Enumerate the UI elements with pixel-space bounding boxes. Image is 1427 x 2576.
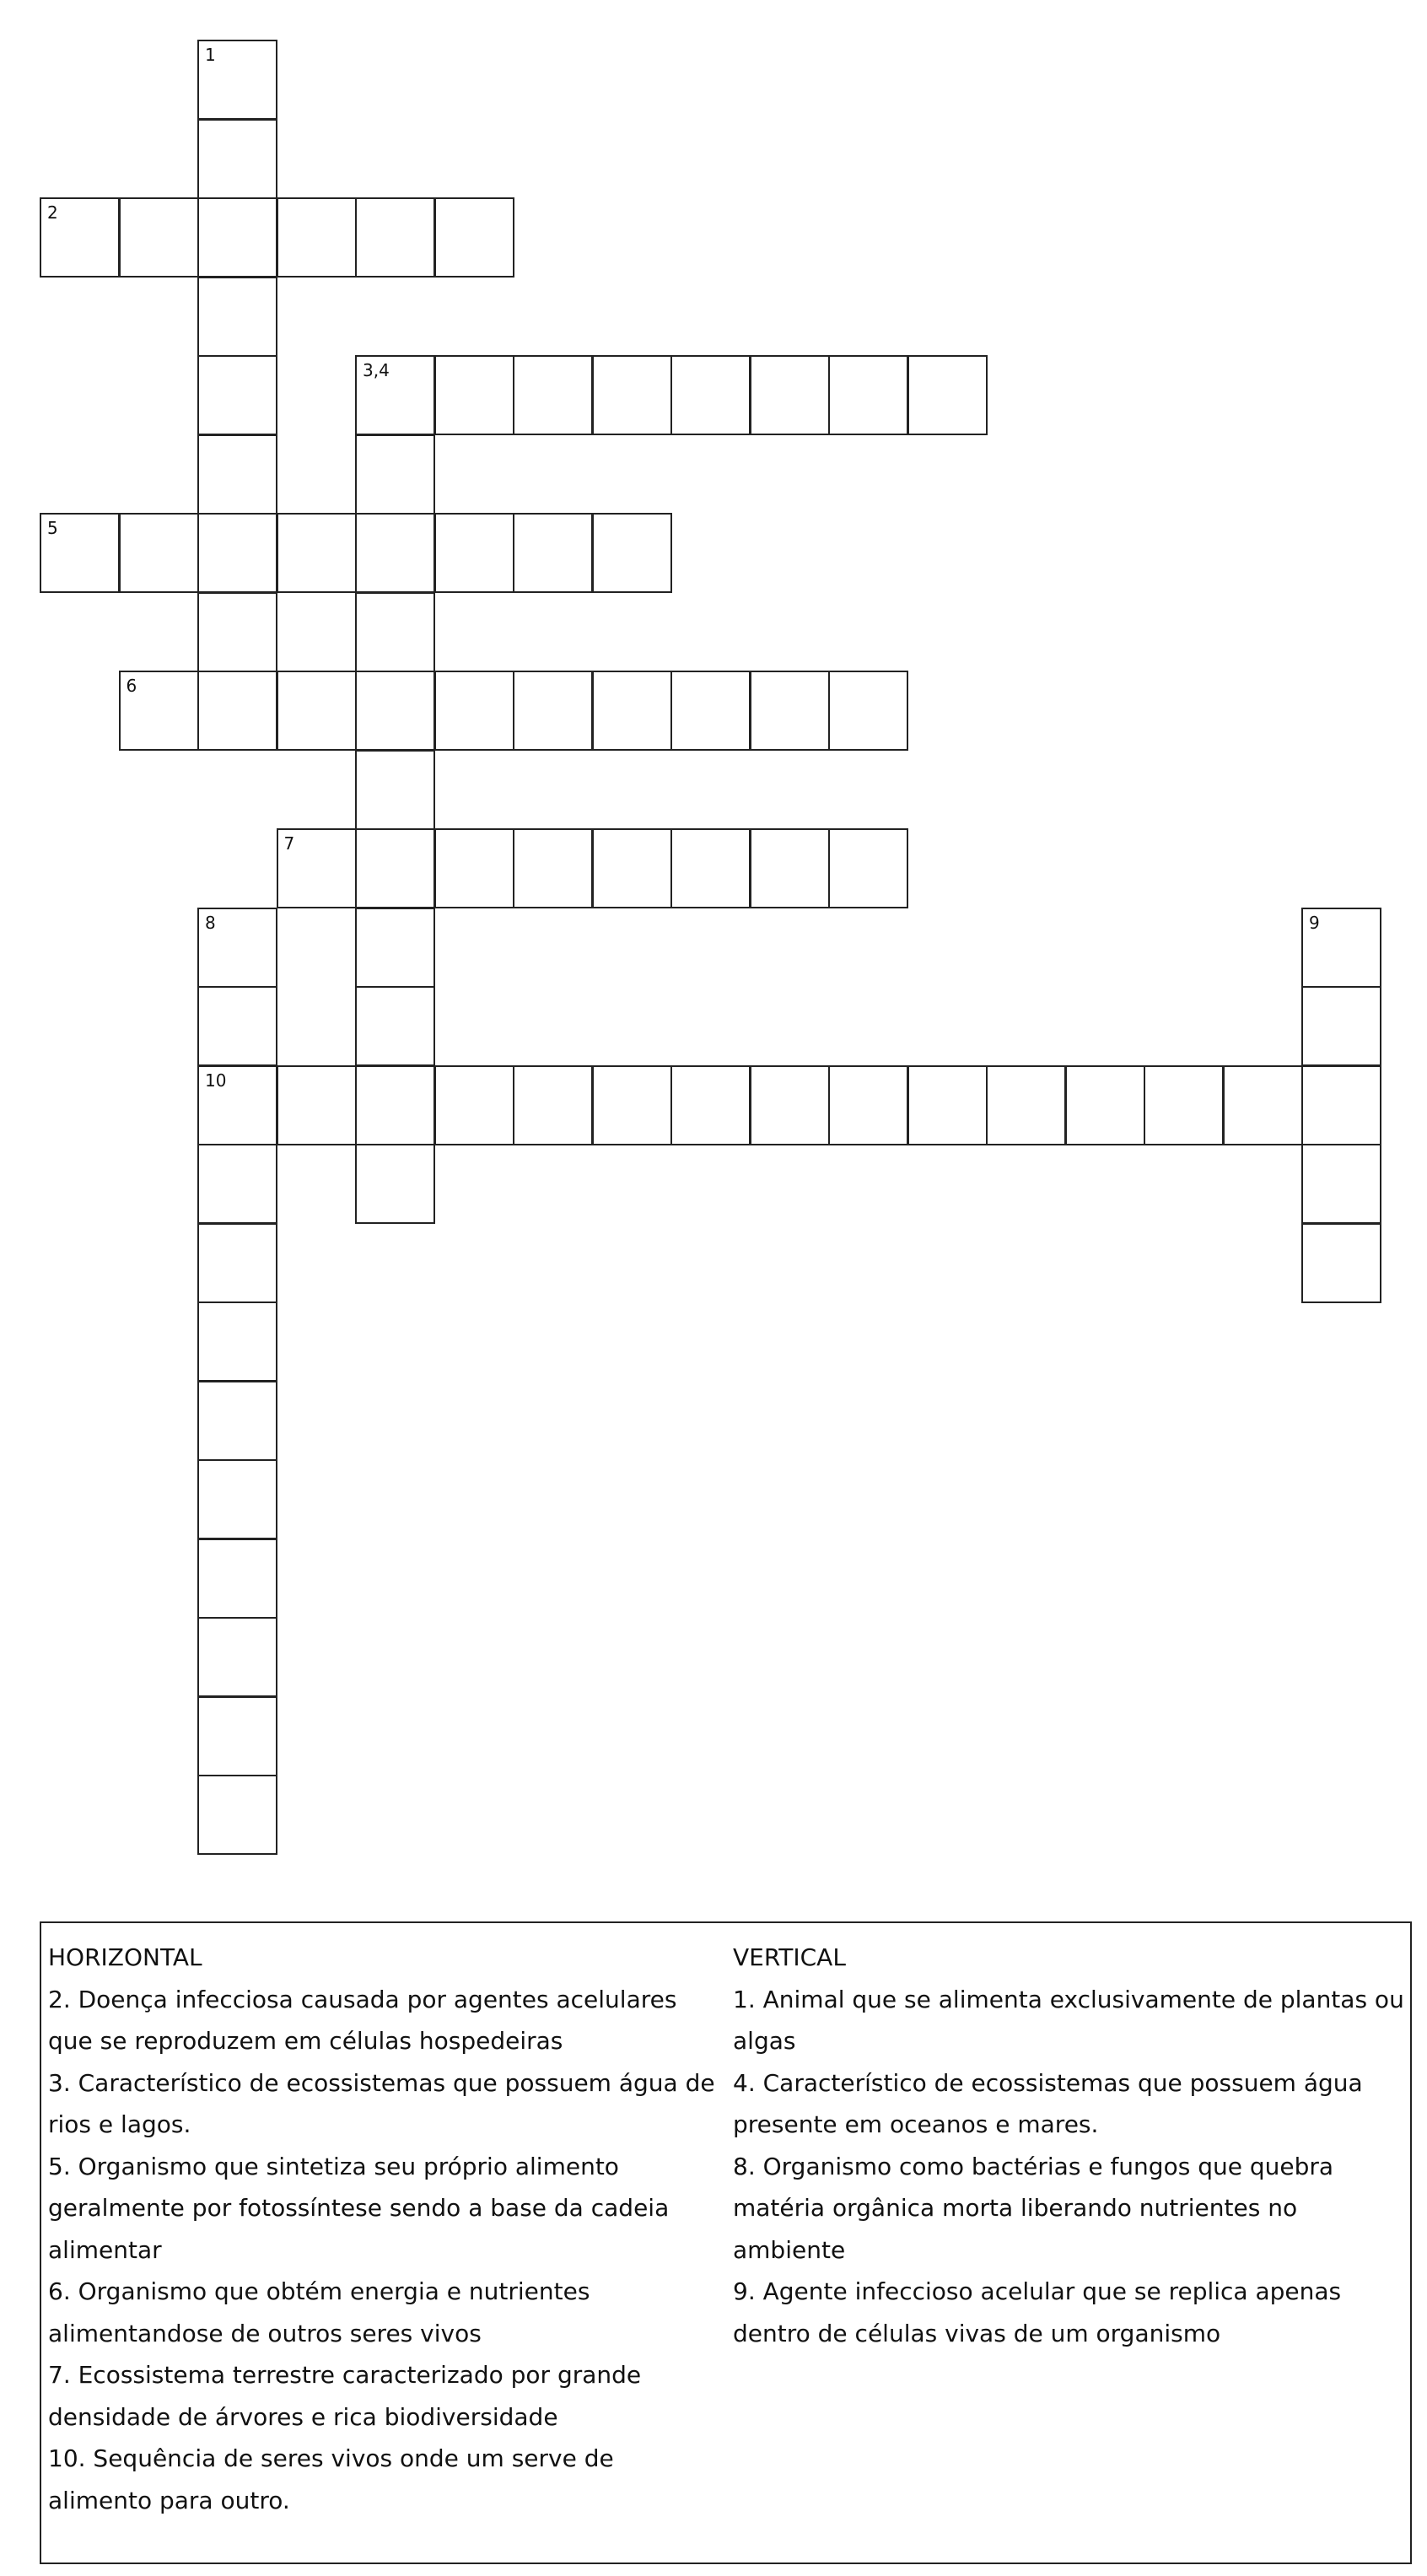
clue-box <box>40 1921 1412 2564</box>
clue-7-horizontal: 7. Ecossistema terrestre caracterizado por grande densidade de árvores e rica biodiversidade <box>48 2361 642 2431</box>
crossword-cell[interactable] <box>197 1459 277 1539</box>
crossword-cell[interactable] <box>750 1065 830 1145</box>
crossword-cell[interactable] <box>40 197 120 278</box>
clue-4-vertical: 4. Característico de ecossistemas que possuem água presente em oceanos e mares. <box>733 2068 1363 2138</box>
crossword-cell[interactable] <box>513 828 593 908</box>
vertical-clues <box>733 1937 1408 2354</box>
crossword-cell[interactable] <box>592 513 672 593</box>
crossword-cell[interactable] <box>907 1065 988 1145</box>
crossword-cell[interactable] <box>355 671 435 751</box>
crossword-cell[interactable] <box>513 513 593 593</box>
crossword-cell[interactable] <box>119 513 199 593</box>
crossword-cell[interactable] <box>197 119 277 199</box>
crossword-cell[interactable] <box>197 434 277 515</box>
clue-1-vertical: 1. Animal que se alimenta exclusivamente de plantas ou algas <box>733 1985 1404 2055</box>
crossword-cell[interactable] <box>828 671 908 751</box>
crossword-cell[interactable] <box>355 355 435 435</box>
crossword-cell[interactable] <box>355 1144 435 1224</box>
crossword-cell[interactable] <box>1301 908 1381 988</box>
crossword-cell[interactable] <box>277 828 357 908</box>
clue-2-horizontal: 2. Doença infecciosa causada por agentes acelulares que se reproduzem em células hospedeiras <box>48 1985 677 2055</box>
crossword-cell[interactable] <box>197 1381 277 1461</box>
crossword-cell[interactable] <box>197 40 277 120</box>
crossword-cell[interactable] <box>197 908 277 988</box>
crossword-cell[interactable] <box>197 1301 277 1382</box>
crossword-cell[interactable] <box>1223 1065 1303 1145</box>
crossword-cell[interactable] <box>197 671 277 751</box>
clue-5-horizontal: 5. Organismo que sintetiza seu próprio alimento geralmente por fotossíntese sendo a base da cadeia alimentar <box>48 2152 670 2264</box>
crossword-cell[interactable] <box>197 1775 277 1855</box>
crossword-cell[interactable] <box>355 1065 435 1145</box>
crossword-cell[interactable] <box>197 277 277 357</box>
crossword-cell[interactable] <box>750 355 830 435</box>
crossword-cell[interactable] <box>513 355 593 435</box>
crossword-cell[interactable] <box>434 355 514 435</box>
crossword-cell[interactable] <box>907 355 988 435</box>
crossword-cell[interactable] <box>277 1065 357 1145</box>
crossword-cell[interactable] <box>119 671 199 751</box>
crossword-cell[interactable] <box>197 197 277 278</box>
clue-number: 2 <box>47 202 58 223</box>
crossword-cell[interactable] <box>277 671 357 751</box>
clue-number: 5 <box>47 518 58 538</box>
crossword-cell[interactable] <box>670 828 751 908</box>
crossword-cell[interactable] <box>670 1065 751 1145</box>
clue-number: 7 <box>283 833 295 854</box>
crossword-cell[interactable] <box>434 197 514 278</box>
horizontal-heading: HORIZONTAL <box>48 1943 202 1971</box>
crossword-cell[interactable] <box>40 513 120 593</box>
crossword-cell[interactable] <box>197 592 277 672</box>
crossword-cell[interactable] <box>355 908 435 988</box>
crossword-cell[interactable] <box>670 671 751 751</box>
crossword-cell[interactable] <box>750 671 830 751</box>
clue-number: 6 <box>126 676 137 696</box>
crossword-cell[interactable] <box>1144 1065 1224 1145</box>
vertical-heading: VERTICAL <box>733 1943 846 1971</box>
crossword-cell[interactable] <box>750 828 830 908</box>
crossword-cell[interactable] <box>592 671 672 751</box>
crossword-cell[interactable] <box>197 1539 277 1619</box>
crossword-cell[interactable] <box>119 197 199 278</box>
crossword-cell[interactable] <box>670 355 751 435</box>
crossword-cell[interactable] <box>355 592 435 672</box>
crossword-cell[interactable] <box>986 1065 1066 1145</box>
crossword-cell[interactable] <box>1301 1223 1381 1303</box>
crossword-cell[interactable] <box>828 828 908 908</box>
crossword-cell[interactable] <box>355 828 435 908</box>
clue-8-vertical: 8. Organismo como bactérias e fungos que quebra matéria orgânica morta liberando nutrientes no ambiente <box>733 2152 1334 2264</box>
crossword-cell[interactable] <box>355 434 435 515</box>
clue-number: 3,4 <box>363 360 390 380</box>
clue-number: 8 <box>205 912 216 933</box>
crossword-cell[interactable] <box>197 1617 277 1697</box>
crossword-cell[interactable] <box>277 197 357 278</box>
crossword-cell[interactable] <box>434 1065 514 1145</box>
clue-number: 9 <box>1309 912 1320 933</box>
crossword-cell[interactable] <box>197 1696 277 1776</box>
crossword-cell[interactable] <box>434 671 514 751</box>
crossword-cell[interactable] <box>828 355 908 435</box>
crossword-cell[interactable] <box>197 1065 277 1145</box>
crossword-cell[interactable] <box>197 1223 277 1303</box>
crossword-cell[interactable] <box>355 513 435 593</box>
crossword-cell[interactable] <box>434 828 514 908</box>
crossword-cell[interactable] <box>592 828 672 908</box>
crossword-cell[interactable] <box>355 197 435 278</box>
horizontal-clues <box>48 1937 723 2521</box>
crossword-cell[interactable] <box>1065 1065 1145 1145</box>
crossword-cell[interactable] <box>197 1144 277 1224</box>
crossword-cell[interactable] <box>1301 1144 1381 1224</box>
crossword-cell[interactable] <box>1301 986 1381 1066</box>
crossword-cell[interactable] <box>355 750 435 830</box>
crossword-cell[interactable] <box>277 513 357 593</box>
crossword-cell[interactable] <box>355 986 435 1066</box>
clue-number: 10 <box>205 1070 227 1091</box>
clue-3-horizontal: 3. Característico de ecossistemas que possuem água de rios e lagos. <box>48 2068 715 2138</box>
clue-10-horizontal: 10. Sequência de seres vivos onde um serve de alimento para outro. <box>48 2444 614 2514</box>
crossword-cell[interactable] <box>197 513 277 593</box>
crossword-cell[interactable] <box>592 1065 672 1145</box>
crossword-cell[interactable] <box>592 355 672 435</box>
crossword-cell[interactable] <box>828 1065 908 1145</box>
crossword-cell[interactable] <box>513 671 593 751</box>
clue-9-vertical: 9. Agente infeccioso acelular que se replica apenas dentro de células vivas de um organismo <box>733 2277 1342 2347</box>
crossword-cell[interactable] <box>434 513 514 593</box>
clue-number: 1 <box>205 45 216 65</box>
crossword-cell[interactable] <box>513 1065 593 1145</box>
crossword-cell[interactable] <box>197 355 277 435</box>
clue-6-horizontal: 6. Organismo que obtém energia e nutrientes alimentandose de outros seres vivos <box>48 2277 590 2347</box>
crossword-cell[interactable] <box>197 986 277 1066</box>
crossword-cell[interactable] <box>1301 1065 1381 1145</box>
